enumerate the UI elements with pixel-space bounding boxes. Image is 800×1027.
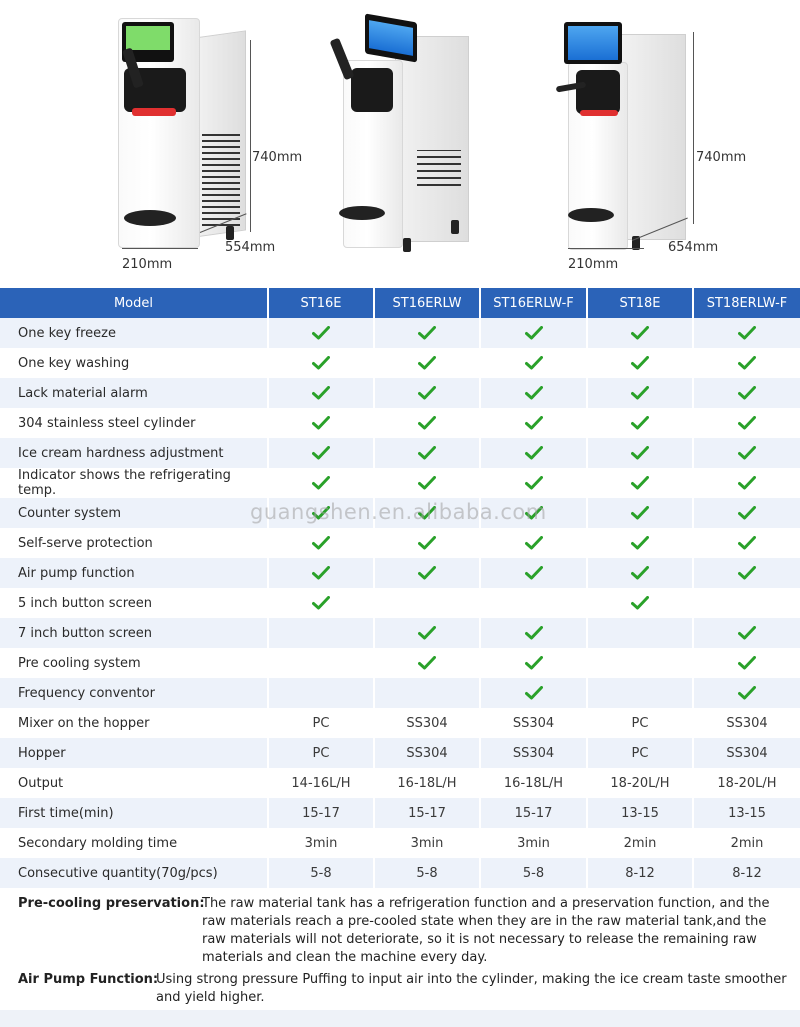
empty-cell [587, 678, 693, 708]
check-mark-icon [418, 536, 436, 550]
check-mark-icon [312, 506, 330, 520]
note-airpump-text: Using strong pressure Puffing to input air into the cylinder, making the ice cream taste smoother and yield higher. [156, 972, 787, 1005]
value-cell: 16-18L/H [374, 768, 480, 798]
check-cell [587, 528, 693, 558]
check-mark-icon [418, 566, 436, 580]
check-mark-icon [418, 446, 436, 460]
feature-label: Frequency conventor [0, 678, 268, 708]
check-cell [480, 678, 587, 708]
check-cell [268, 408, 374, 438]
check-cell [587, 468, 693, 498]
table-row [0, 738, 800, 768]
check-mark-icon [525, 686, 543, 700]
feature-label: 7 inch button screen [0, 618, 268, 648]
check-cell [374, 498, 480, 528]
check-mark-icon [525, 326, 543, 340]
check-mark-icon [418, 386, 436, 400]
check-mark-icon [525, 506, 543, 520]
check-cell [693, 558, 800, 588]
check-cell [693, 318, 800, 348]
table-row [0, 618, 800, 648]
check-cell [693, 348, 800, 378]
feature-label: Hopper [0, 738, 268, 768]
value-cell: SS304 [480, 708, 587, 738]
check-cell [374, 648, 480, 678]
value-cell: 5-8 [374, 858, 480, 888]
m1-width-label: 210mm [122, 257, 173, 272]
check-mark-icon [631, 566, 649, 580]
header-st18e: ST18E [587, 288, 693, 318]
feature-label: One key washing [0, 348, 268, 378]
empty-cell [374, 588, 480, 618]
check-cell [480, 348, 587, 378]
check-cell [268, 438, 374, 468]
check-mark-icon [738, 536, 756, 550]
check-cell [480, 528, 587, 558]
value-cell: SS304 [374, 708, 480, 738]
feature-label: Counter system [0, 498, 268, 528]
check-mark-icon [312, 566, 330, 580]
check-mark-icon [631, 476, 649, 490]
value-cell: 15-17 [268, 798, 374, 828]
check-cell [587, 558, 693, 588]
empty-cell [693, 588, 800, 618]
empty-cell [587, 618, 693, 648]
feature-label: Indicator shows the refrigerating temp. [0, 468, 268, 498]
check-mark-icon [631, 326, 649, 340]
value-cell: PC [268, 708, 374, 738]
table-row [0, 318, 800, 348]
note-precooling-label: Pre-cooling preservation: [18, 896, 205, 911]
feature-label: One key freeze [0, 318, 268, 348]
check-cell [693, 618, 800, 648]
m1-height-label: 740mm [252, 150, 303, 165]
table-header-row [0, 288, 800, 318]
check-mark-icon [418, 326, 436, 340]
check-mark-icon [631, 536, 649, 550]
header-st18erlw-f: ST18ERLW-F [693, 288, 800, 318]
feature-label: Lack material alarm [0, 378, 268, 408]
feature-label: Secondary molding time [0, 828, 268, 858]
table-row [0, 498, 800, 528]
check-mark-icon [738, 626, 756, 640]
check-mark-icon [738, 416, 756, 430]
value-cell: SS304 [693, 708, 800, 738]
check-cell [480, 648, 587, 678]
value-cell: 3min [480, 828, 587, 858]
feature-label: Self-serve protection [0, 528, 268, 558]
value-cell: SS304 [693, 738, 800, 768]
check-mark-icon [631, 416, 649, 430]
note-airpump-label: Air Pump Function: [18, 972, 159, 987]
m1-depth-label: 554mm [225, 240, 276, 255]
check-cell [693, 648, 800, 678]
value-cell: 5-8 [480, 858, 587, 888]
m3-height-label: 740mm [696, 150, 747, 165]
product-images [0, 0, 800, 288]
value-cell: 8-12 [587, 858, 693, 888]
m3-depth-label: 654mm [668, 240, 719, 255]
check-mark-icon [738, 566, 756, 580]
check-mark-icon [418, 506, 436, 520]
machine-st16e-image [110, 12, 250, 252]
check-mark-icon [738, 506, 756, 520]
value-cell: 15-17 [480, 798, 587, 828]
check-mark-icon [418, 476, 436, 490]
empty-cell [268, 618, 374, 648]
m3-width-label: 210mm [568, 257, 619, 272]
check-mark-icon [525, 656, 543, 670]
check-mark-icon [418, 656, 436, 670]
check-mark-icon [525, 386, 543, 400]
value-cell: 14-16L/H [268, 768, 374, 798]
check-cell [374, 378, 480, 408]
value-cell: PC [587, 738, 693, 768]
table-row [0, 378, 800, 408]
check-mark-icon [525, 476, 543, 490]
check-cell [693, 378, 800, 408]
check-cell [268, 468, 374, 498]
check-mark-icon [312, 416, 330, 430]
feature-label: 304 stainless steel cylinder [0, 408, 268, 438]
check-mark-icon [738, 686, 756, 700]
header-st16erlw: ST16ERLW [374, 288, 480, 318]
feature-label: 5 inch button screen [0, 588, 268, 618]
value-cell: 13-15 [587, 798, 693, 828]
check-mark-icon [312, 386, 330, 400]
value-cell: 13-15 [693, 798, 800, 828]
check-cell [693, 498, 800, 528]
check-mark-icon [631, 596, 649, 610]
value-cell: 15-17 [374, 798, 480, 828]
check-cell [587, 318, 693, 348]
table-row [0, 798, 800, 828]
check-cell [268, 348, 374, 378]
feature-label: Mixer on the hopper [0, 708, 268, 738]
feature-notes [18, 895, 788, 1011]
check-mark-icon [738, 446, 756, 460]
empty-cell [268, 678, 374, 708]
check-mark-icon [525, 356, 543, 370]
feature-label: Output [0, 768, 268, 798]
machine-st16erlw-image [325, 10, 475, 260]
check-cell [374, 558, 480, 588]
empty-cell [268, 648, 374, 678]
empty-cell [480, 588, 587, 618]
check-cell [268, 378, 374, 408]
table-row [0, 558, 800, 588]
check-cell [693, 678, 800, 708]
note-airpump [18, 971, 788, 1007]
bottom-bar [0, 1010, 800, 1027]
note-precooling-text: The raw material tank has a refrigeration function and a preservation function, and the raw materials reach a pre-cooled state when they are in the raw material tank,and the raw materials will not deteriorate, so it is not necessary to release the remaining raw materials and clean the machine every day. [202, 896, 770, 965]
value-cell: 2min [693, 828, 800, 858]
check-cell [268, 558, 374, 588]
check-mark-icon [738, 356, 756, 370]
check-cell [374, 528, 480, 558]
check-cell [268, 318, 374, 348]
check-cell [374, 348, 480, 378]
table-row [0, 588, 800, 618]
check-cell [480, 498, 587, 528]
note-precooling [18, 895, 788, 967]
table-row [0, 858, 800, 888]
check-cell [480, 468, 587, 498]
value-cell: 3min [268, 828, 374, 858]
check-cell [693, 528, 800, 558]
table-row [0, 408, 800, 438]
header-st16erlw-f: ST16ERLW-F [480, 288, 587, 318]
table-row [0, 348, 800, 378]
check-mark-icon [418, 416, 436, 430]
check-mark-icon [312, 446, 330, 460]
check-mark-icon [738, 326, 756, 340]
check-cell [268, 498, 374, 528]
check-mark-icon [418, 356, 436, 370]
check-cell [587, 408, 693, 438]
table-row [0, 468, 800, 498]
check-mark-icon [312, 596, 330, 610]
table-row [0, 528, 800, 558]
check-cell [374, 408, 480, 438]
value-cell: 18-20L/H [693, 768, 800, 798]
check-mark-icon [631, 506, 649, 520]
check-mark-icon [525, 416, 543, 430]
check-mark-icon [525, 626, 543, 640]
table-row [0, 678, 800, 708]
check-mark-icon [738, 386, 756, 400]
feature-label: Pre cooling system [0, 648, 268, 678]
check-cell [587, 348, 693, 378]
check-cell [480, 408, 587, 438]
table-row [0, 648, 800, 678]
check-cell [587, 498, 693, 528]
spec-comparison-table [0, 288, 800, 888]
check-cell [587, 378, 693, 408]
check-mark-icon [631, 386, 649, 400]
table-row [0, 768, 800, 798]
check-cell [693, 438, 800, 468]
check-cell [480, 558, 587, 588]
feature-label: First time(min) [0, 798, 268, 828]
check-cell [693, 408, 800, 438]
check-cell [480, 438, 587, 468]
header-model: Model [0, 288, 268, 318]
check-cell [268, 588, 374, 618]
value-cell: SS304 [374, 738, 480, 768]
table-row [0, 708, 800, 738]
value-cell: 2min [587, 828, 693, 858]
check-cell [268, 528, 374, 558]
check-cell [374, 468, 480, 498]
check-cell [374, 618, 480, 648]
machine-st18-image [550, 12, 690, 252]
check-cell [480, 618, 587, 648]
check-mark-icon [631, 446, 649, 460]
check-mark-icon [738, 476, 756, 490]
check-cell [480, 318, 587, 348]
value-cell: 16-18L/H [480, 768, 587, 798]
value-cell: 8-12 [693, 858, 800, 888]
value-cell: 18-20L/H [587, 768, 693, 798]
header-st16e: ST16E [268, 288, 374, 318]
check-mark-icon [312, 356, 330, 370]
empty-cell [374, 678, 480, 708]
check-mark-icon [631, 356, 649, 370]
check-cell [374, 438, 480, 468]
check-mark-icon [312, 326, 330, 340]
value-cell: PC [268, 738, 374, 768]
check-mark-icon [312, 476, 330, 490]
value-cell: 5-8 [268, 858, 374, 888]
check-cell [587, 438, 693, 468]
value-cell: PC [587, 708, 693, 738]
check-mark-icon [525, 446, 543, 460]
check-mark-icon [525, 566, 543, 580]
check-cell [587, 588, 693, 618]
feature-label: Ice cream hardness adjustment [0, 438, 268, 468]
watermark: guangshen.en.alibaba.com [250, 500, 547, 524]
check-mark-icon [418, 626, 436, 640]
check-cell [374, 318, 480, 348]
feature-label: Consecutive quantity(70g/pcs) [0, 858, 268, 888]
table-row [0, 828, 800, 858]
table-row [0, 438, 800, 468]
check-mark-icon [312, 536, 330, 550]
check-cell [693, 468, 800, 498]
check-mark-icon [525, 536, 543, 550]
check-cell [480, 378, 587, 408]
value-cell: SS304 [480, 738, 587, 768]
check-mark-icon [738, 656, 756, 670]
feature-label: Air pump function [0, 558, 268, 588]
value-cell: 3min [374, 828, 480, 858]
empty-cell [587, 648, 693, 678]
